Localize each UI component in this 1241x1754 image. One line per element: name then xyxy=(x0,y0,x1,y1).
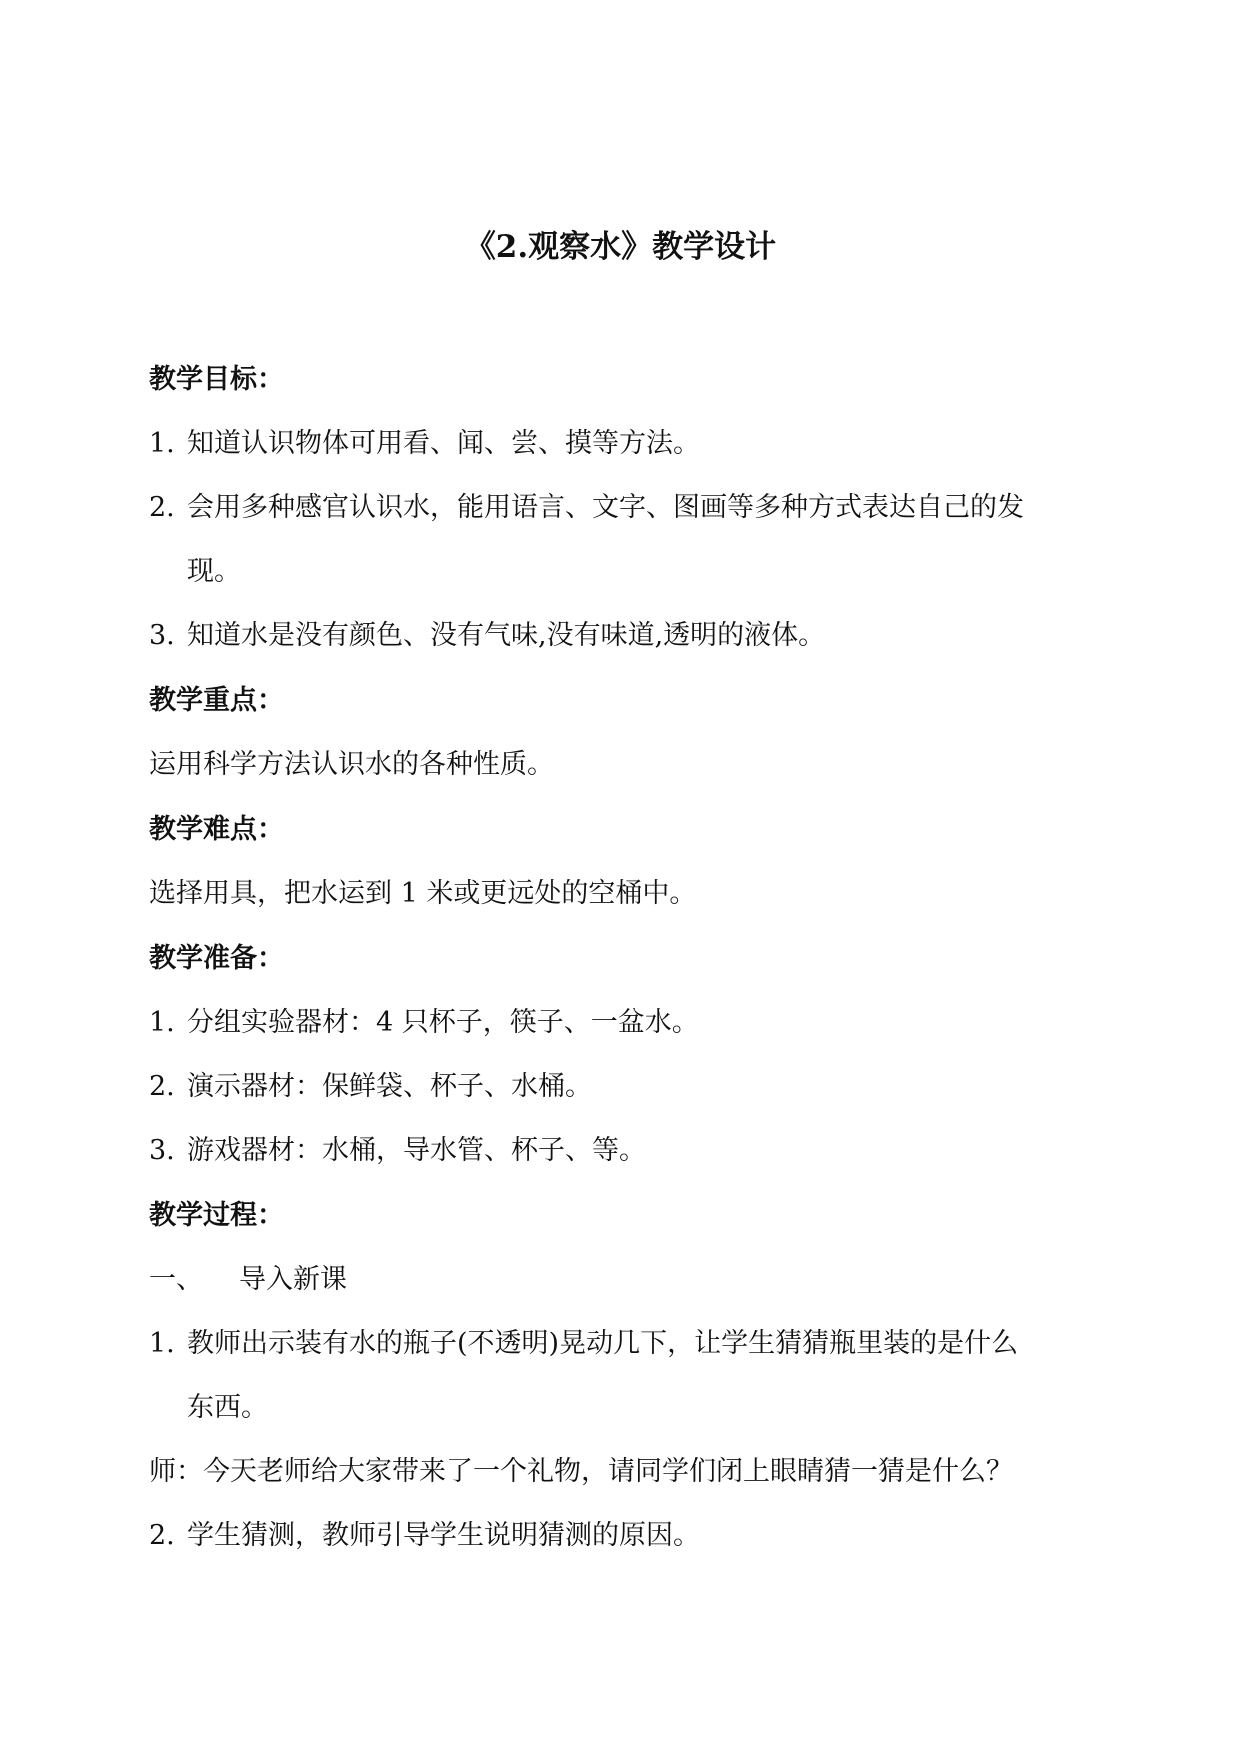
objective-item-3 xyxy=(149,616,825,656)
preparation-num-2: 2. xyxy=(149,1071,175,1102)
preparation-item-3 xyxy=(149,1131,646,1171)
preparation-heading: 教学准备： xyxy=(149,943,284,974)
document-title: 《2.观察水》教学设计 xyxy=(464,229,777,265)
preparation-text-1: 分组实验器材：4 只杯子，筷子、一盆水。 xyxy=(187,1007,699,1038)
preparation-item-2 xyxy=(149,1067,592,1107)
key-point-heading: 教学重点： xyxy=(149,685,284,716)
objective-item-1 xyxy=(149,424,700,464)
process-item-2 xyxy=(149,1516,700,1556)
objective-item-2 xyxy=(149,488,1024,528)
process-num-2: 2. xyxy=(149,1520,175,1551)
preparation-num-1: 1. xyxy=(149,1007,175,1038)
preparation-num-3: 3. xyxy=(149,1135,175,1166)
preparation-text-2: 演示器材：保鲜袋、杯子、水桶。 xyxy=(187,1071,592,1102)
objective-text-1: 知道认识物体可用看、闻、尝、摸等方法。 xyxy=(187,428,700,459)
objective-text-3: 知道水是没有颜色、没有气味,没有味道,透明的液体。 xyxy=(187,620,826,651)
objectives-heading: 教学目标： xyxy=(149,364,284,395)
process-section-title: 导入新课 xyxy=(239,1264,347,1295)
preparation-text-3: 游戏器材：水桶，导水管、杯子、等。 xyxy=(187,1135,646,1166)
key-point-text: 运用科学方法认识水的各种性质。 xyxy=(149,749,554,780)
objective-text-2: 会用多种感官认识水，能用语言、文字、图画等多种方式表达自己的发 xyxy=(187,492,1024,523)
process-num-1: 1. xyxy=(149,1328,175,1359)
process-text-1: 教师出示装有水的瓶子(不透明)晃动几下，让学生猜猜瓶里装的是什么 xyxy=(187,1328,1019,1359)
preparation-item-1 xyxy=(149,1003,699,1043)
process-item-1-continuation: 东西。 xyxy=(187,1392,268,1423)
difficulty-text: 选择用具，把水运到 1 米或更远处的空桶中。 xyxy=(149,878,697,909)
objective-item-2-continuation: 现。 xyxy=(187,556,241,587)
difficulty-heading: 教学难点： xyxy=(149,814,284,845)
process-item-1 xyxy=(149,1324,1018,1364)
teacher-line: 师：今天老师给大家带来了一个礼物，请同学们闭上眼睛猜一猜是什么？ xyxy=(149,1456,1013,1487)
objective-num-1: 1. xyxy=(149,428,175,459)
process-text-2: 学生猜测，教师引导学生说明猜测的原因。 xyxy=(187,1520,700,1551)
objective-num-2: 2. xyxy=(149,492,175,523)
process-section-num: 一、 xyxy=(149,1264,203,1295)
process-section-1 xyxy=(149,1260,347,1300)
objective-num-3: 3. xyxy=(149,620,175,651)
process-heading: 教学过程： xyxy=(149,1200,284,1231)
